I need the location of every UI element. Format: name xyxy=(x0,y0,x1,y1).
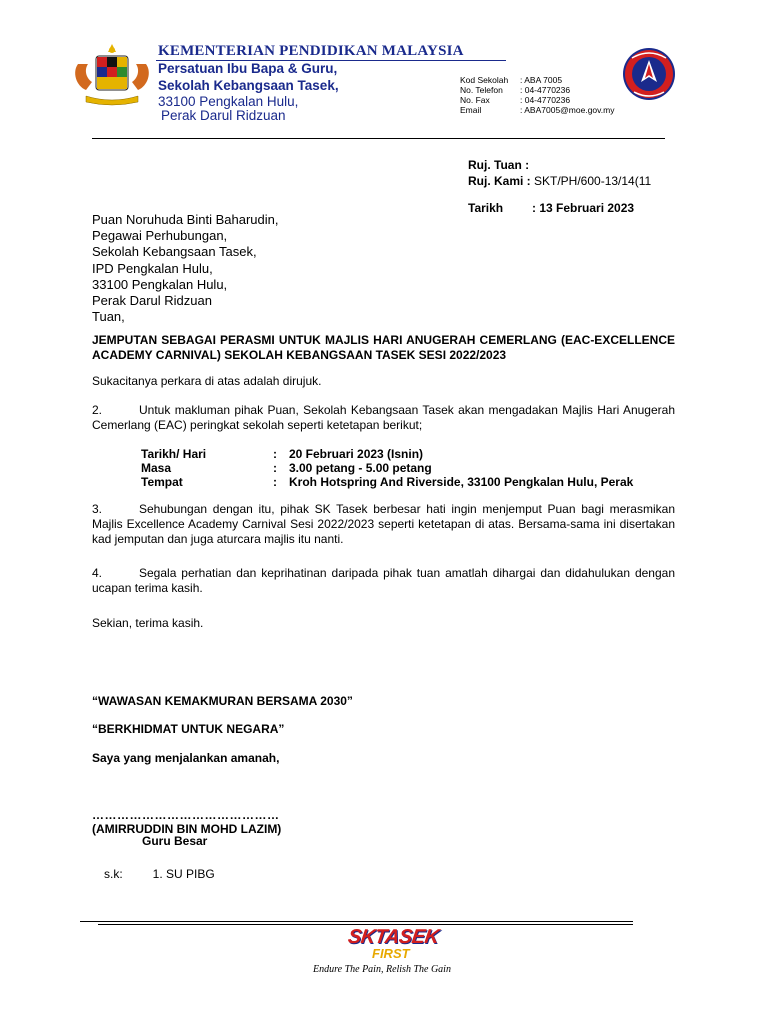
contact-row xyxy=(460,95,614,105)
salutation: Tuan, xyxy=(92,309,125,325)
footer-divider-2 xyxy=(98,924,633,925)
closing-line: Sekian, terima kasih. xyxy=(92,616,204,630)
copy-to xyxy=(104,867,215,881)
paragraph-3 xyxy=(92,502,675,547)
org-address-line1: 33100 Pengkalan Hulu, xyxy=(158,94,299,109)
ministry-name: KEMENTERIAN PENDIDIKAN MALAYSIA xyxy=(158,43,464,59)
contact-label: No. Telefon xyxy=(460,85,503,95)
address-line: Pegawai Perhubungan, xyxy=(92,228,228,244)
detail-colon: : xyxy=(273,461,277,475)
copy-to-value: 1. SU PIBG xyxy=(152,867,215,881)
letter-title: JEMPUTAN SEBAGAI PERASMI UNTUK MAJLIS HARI ANUGERAH CEMERLANG (EAC-EXCELLENCE ACADEMY CARNIVAL) SEKOLAH KEBANGSAAN TASEK SESI 2022/2023 xyxy=(92,333,675,362)
tarikh xyxy=(468,200,651,216)
detail-row xyxy=(141,461,633,475)
amanah-line: Saya yang menjalankan amanah, xyxy=(92,751,280,765)
detail-label: Tempat xyxy=(141,475,183,489)
address-line: 33100 Pengkalan Hulu, xyxy=(92,276,228,292)
contact-value: : ABA7005@moe.gov.my xyxy=(520,105,615,115)
motto-wawasan: “WAWASAN KEMAKMURAN BERSAMA 2030” xyxy=(92,694,353,708)
paragraph-text: Sehubungan dengan itu, pihak SK Tasek berbesar hati ingin menjemput Puan bagi merasmikan Majlis Excellence Academy Carnival Sesi 2022/2023 seperti ketetapan di atas. Bersama-sama ini disertakan kad jemputan dan juga aturcara majlis itu nanti. xyxy=(92,502,675,546)
signature-line: ……………………………………… xyxy=(92,808,280,822)
detail-value: 20 Februari 2023 (Isnin) xyxy=(289,447,424,461)
contact-row xyxy=(460,85,614,95)
ruj-tuan xyxy=(468,157,651,173)
org-name-line1: Persatuan Ibu Bapa & Guru, xyxy=(158,61,338,76)
paragraph-number: 2. xyxy=(92,403,103,417)
ruj-kami xyxy=(468,173,651,189)
contact-label: Email xyxy=(460,105,482,115)
detail-row xyxy=(141,447,633,461)
footer-divider xyxy=(80,921,633,922)
reference-block xyxy=(468,157,651,216)
school-badge-icon xyxy=(622,46,676,102)
paragraph-1: Sukacitanya perkara di atas adalah dirujuk. xyxy=(92,374,322,388)
tarikh-label: Tarikh xyxy=(468,201,504,215)
org-name-line2: Sekolah Kebangsaan Tasek, xyxy=(158,78,339,93)
paragraph-4 xyxy=(92,566,675,596)
copy-to-label: s.k: xyxy=(104,867,123,881)
signatory-name: (AMIRRUDDIN BIN MOHD LAZIM) xyxy=(92,822,282,836)
detail-row xyxy=(141,475,633,489)
contact-value: : 04-4770236 xyxy=(520,95,571,105)
contact-label: Kod Sekolah xyxy=(460,75,509,85)
ruj-kami-label: Ruj. Kami : xyxy=(468,174,531,188)
detail-label: Masa xyxy=(141,461,172,475)
contact-label: No. Fax xyxy=(460,95,490,105)
detail-label: Tarikh/ Hari xyxy=(141,447,207,461)
paragraph-2 xyxy=(92,403,675,433)
detail-value: Kroh Hotspring And Riverside, 33100 Pengkalan Hulu, Perak xyxy=(289,475,634,489)
tarikh-value: : 13 Februari 2023 xyxy=(532,201,635,215)
contact-row xyxy=(460,105,614,115)
recipient-address xyxy=(92,212,278,325)
address-line: Sekolah Kebangsaan Tasek, xyxy=(92,244,257,260)
ruj-kami-value: SKT/PH/600-13/14(11 xyxy=(530,174,652,188)
motto-berkhidmat: “BERKHIDMAT UNTUK NEGARA” xyxy=(92,722,285,736)
event-details xyxy=(141,447,633,489)
contact-info xyxy=(460,75,614,115)
detail-colon: : xyxy=(273,475,277,489)
footer-logo-sub: FIRST xyxy=(372,946,410,961)
contact-row xyxy=(460,75,614,85)
detail-value: 3.00 petang - 5.00 petang xyxy=(289,461,432,475)
contact-value: : 04-4770236 xyxy=(520,85,571,95)
coat-of-arms-icon xyxy=(72,42,152,108)
address-line: Puan Noruhuda Binti Baharudin, xyxy=(92,212,279,227)
footer-logo: SKTASEK xyxy=(346,926,441,948)
detail-colon: : xyxy=(273,447,277,461)
paragraph-number: 4. xyxy=(92,566,103,580)
signatory-position: Guru Besar xyxy=(142,834,208,848)
paragraph-text: Untuk makluman pihak Puan, Sekolah Kebangsaan Tasek akan mengadakan Majlis Hari Anugerah Cemerlang (EAC) peringkat sekolah seperti ketetapan berikut; xyxy=(92,403,675,432)
contact-value: : ABA 7005 xyxy=(520,75,563,85)
paragraph-number: 3. xyxy=(92,502,103,516)
paragraph-text: Segala perhatian dan keprihatinan daripada pihak tuan amatlah dihargai dan didahulukan dengan ucapan terima kasih. xyxy=(92,566,675,595)
ruj-tuan-label: Ruj. Tuan : xyxy=(468,158,530,172)
address-line: IPD Pengkalan Hulu, xyxy=(92,260,213,276)
header-divider xyxy=(92,138,665,139)
address-line: Perak Darul Ridzuan xyxy=(92,293,212,309)
org-address-line2: Perak Darul Ridzuan xyxy=(161,108,286,123)
footer-tagline: Endure The Pain, Relish The Gain xyxy=(313,964,451,975)
